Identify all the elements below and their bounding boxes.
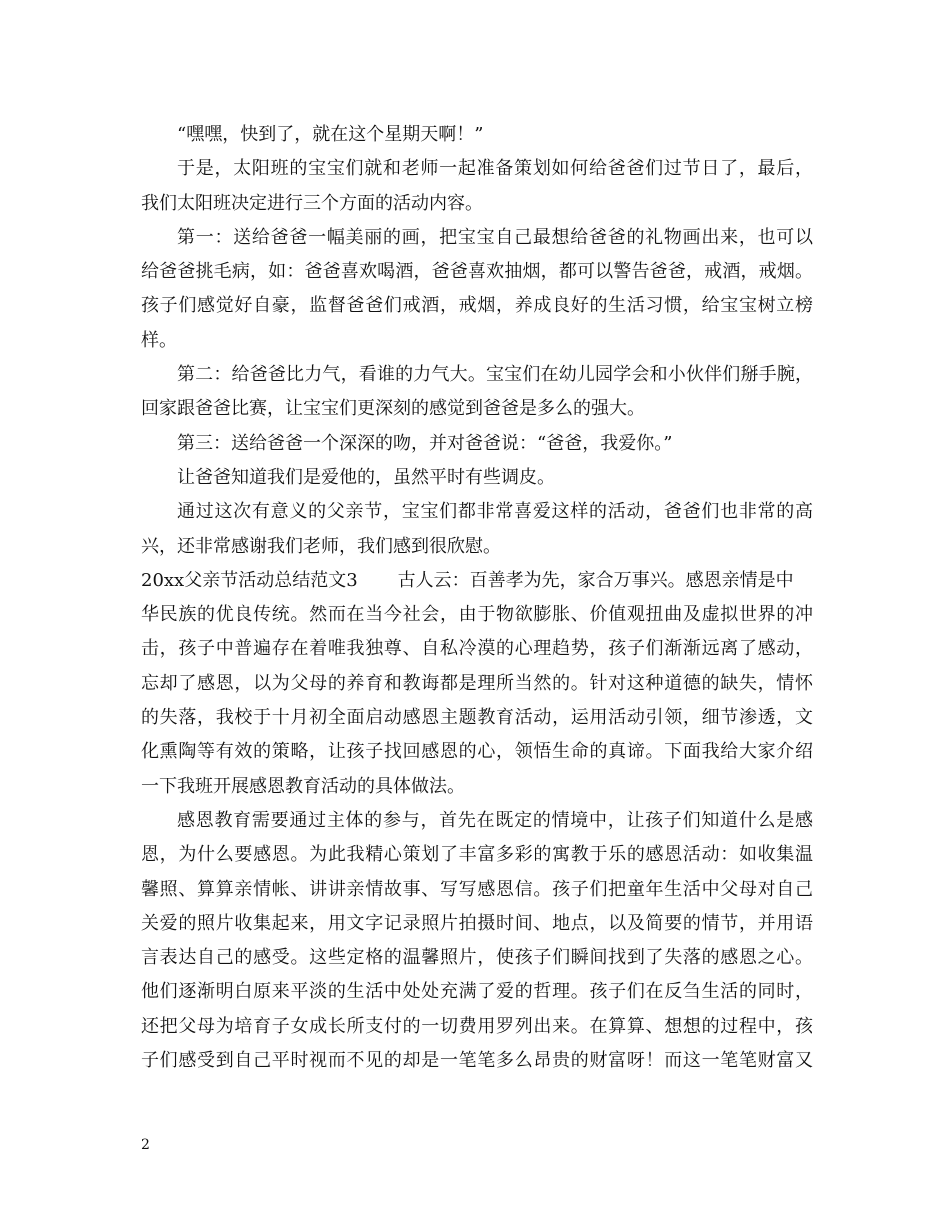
text-line-13: 兴，还非常感谢我们老师，我们感到很欣慰。 <box>141 535 501 557</box>
text-line-10: 第三：送给爸爸一个深深的吻，并对爸爸说：“爸爸，我爱你。” <box>177 432 673 454</box>
text-line-1: “嘿嘿，快到了，就在这个星期天啊！” <box>177 124 484 145</box>
text-line-28: 子们感受到自己平时视而不见的却是一笔笔多么昂贵的财富呀！而这一笔笔财富又 <box>141 1050 813 1072</box>
text-line-8: 第二：给爸爸比力气，看谁的力气大。宝宝们在幼儿园学会和小伙伴们掰手腕， <box>177 364 813 386</box>
text-line-25: 言表达自己的感受。这些定格的温馨照片，使孩子们瞬间找到了失落的感恩之心。 <box>141 947 813 969</box>
text-line-16: 击，孩子中普遍存在着唯我独尊、自私冷漠的心理趋势，孩子们渐渐远离了感动， <box>141 638 813 660</box>
text-line-17: 忘却了感恩，以为父母的养育和教诲都是理所当然的。针对这种道德的缺失，情怀 <box>141 672 813 694</box>
document-body <box>141 118 813 1078</box>
section-heading-text: 古人云：百善孝为先，家合万事兴。感恩亲情是中 <box>397 569 794 591</box>
text-line-3: 我们太阳班决定进行三个方面的活动内容。 <box>141 192 483 214</box>
text-line-18: 的失落，我校于十月初全面启动感恩主题教育活动，运用活动引领，细节渗透，文 <box>141 707 813 729</box>
text-line-2: 于是，太阳班的宝宝们就和老师一起准备策划如何给爸爸们过节日了，最后， <box>177 158 813 180</box>
text-line-19: 化熏陶等有效的策略，让孩子找回感恩的心，领悟生命的真谛。下面我给大家介绍 <box>141 741 813 763</box>
text-line-7: 样。 <box>141 329 177 351</box>
text-line-15: 华民族的优良传统。然而在当今社会，由于物欲膨胀、价值观扭曲及虚拟世界的冲 <box>141 604 813 626</box>
text-line-9: 回家跟爸爸比赛，让宝宝们更深刻的感觉到爸爸是多么的强大。 <box>141 398 645 420</box>
text-line-6: 孩子们感觉好自豪，监督爸爸们戒酒，戒烟，养成良好的生活习惯，给宝宝树立榜 <box>141 295 813 317</box>
text-line-22: 恩，为什么要感恩。为此我精心策划了丰富多彩的寓教于乐的感恩活动：如收集温 <box>141 844 813 866</box>
text-line-12: 通过这次有意义的父亲节，宝宝们都非常喜爱这样的活动，爸爸们也非常的高 <box>177 501 813 523</box>
text-line-26: 他们逐渐明白原来平淡的生活中处处充满了爱的哲理。孩子们在反刍生活的同时， <box>141 981 813 1003</box>
text-line-24: 关爱的照片收集起来，用文字记录照片拍摄时间、地点，以及简要的情节，并用语 <box>141 912 813 934</box>
page-number: 2 <box>141 1137 150 1153</box>
text-line-27: 还把父母为培育子女成长所支付的一切费用罗列出来。在算算、想想的过程中，孩 <box>141 1015 813 1037</box>
section-heading-line <box>141 564 813 598</box>
text-line-5: 给爸爸挑毛病，如：爸爸喜欢喝酒，爸爸喜欢抽烟，都可以警告爸爸，戒酒，戒烟。 <box>141 261 813 283</box>
text-line-23: 馨照、算算亲情帐、讲讲亲情故事、写写感恩信。孩子们把童年生活中父母对自己 <box>141 878 813 900</box>
text-line-11: 让爸爸知道我们是爱他的，虽然平时有些调皮。 <box>177 466 555 488</box>
text-line-4: 第一：送给爸爸一幅美丽的画，把宝宝自己最想给爸爸的礼物画出来，也可以 <box>177 226 813 248</box>
text-line-20: 一下我班开展感恩教育活动的具体做法。 <box>141 775 465 797</box>
section-heading: 20xx父亲节活动总结范文3 <box>141 569 358 591</box>
text-line-21: 感恩教育需要通过主体的参与，首先在既定的情境中，让孩子们知道什么是感 <box>177 809 813 831</box>
